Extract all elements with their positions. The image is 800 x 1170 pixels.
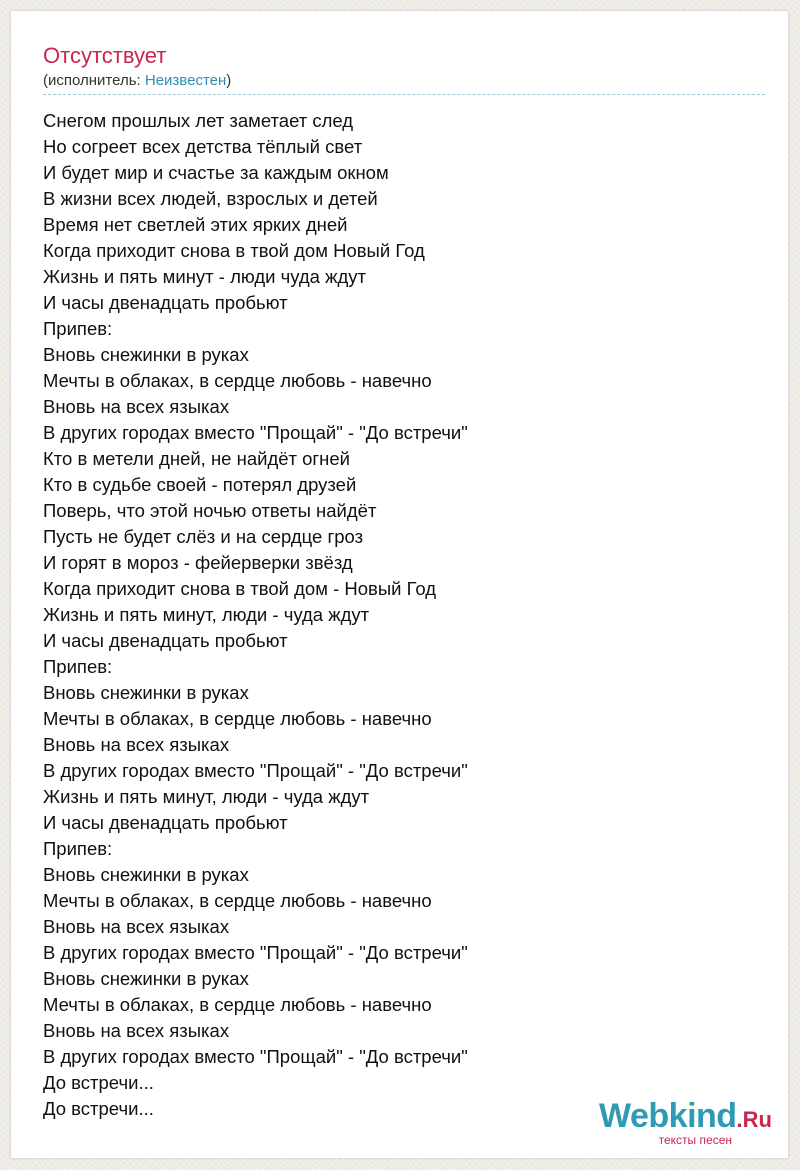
lyric-line: Вновь снежинки в руках [43, 682, 249, 703]
lyric-line: Мечты в облаках, в сердце любовь - навечно [43, 994, 432, 1015]
artist-link[interactable]: Неизвестен [144, 72, 227, 89]
lyrics-sheet [11, 11, 788, 1158]
lyric-line: Пусть не будет слёз и на сердце гроз [43, 526, 364, 547]
lyric-line: Мечты в облаках, в сердце любовь - навечно [43, 370, 432, 391]
lyric-line: В других городах вместо "Прощай" - "До встречи" [43, 422, 468, 443]
lyric-line: Вновь снежинки в руках [43, 864, 249, 885]
lyric-line: Вновь на всех языках [43, 396, 230, 417]
site-logo[interactable] [599, 1099, 772, 1146]
lyric-line: Мечты в облаках, в сердце любовь - навечно [43, 890, 432, 911]
artist-close-paren: ) [226, 72, 232, 89]
lyrics-text [43, 108, 468, 1122]
lyric-line: Вновь на всех языках [43, 734, 230, 755]
lyric-line: Но согреет всех детства тёплый свет [43, 136, 363, 157]
lyric-line: Вновь на всех языках [43, 1020, 230, 1041]
lyric-line: Жизнь и пять минут - люди чуда ждут [43, 266, 367, 287]
lyric-line: В других городах вместо "Прощай" - "До встречи" [43, 1046, 468, 1067]
lyric-line: Вновь на всех языках [43, 916, 230, 937]
lyric-line: И часы двенадцать пробьют [43, 292, 288, 313]
logo-wordmark [599, 1099, 772, 1137]
lyric-line: Мечты в облаках, в сердце любовь - навечно [43, 708, 432, 729]
logo-name: Webkind [599, 1097, 737, 1135]
logo-tagline: тексты песен [658, 1133, 732, 1147]
dashed-divider [43, 94, 765, 95]
lyric-line: Вновь снежинки в руках [43, 968, 249, 989]
lyric-line: Когда приходит снова в твой дом - Новый Год [43, 578, 437, 599]
lyric-line: В жизни всех людей, взрослых и детей [43, 188, 378, 209]
lyric-line: Кто в метели дней, не найдёт огней [43, 448, 351, 469]
artist-label: (исполнитель: [43, 72, 145, 89]
lyric-line: Время нет светлей этих ярких дней [43, 214, 348, 235]
lyric-line: До встречи... [43, 1072, 154, 1093]
lyric-line: Когда приходит снова в твой дом Новый Год [43, 240, 425, 261]
lyric-line: Жизнь и пять минут, люди - чуда ждут [43, 604, 370, 625]
lyric-line: До встречи... [43, 1098, 154, 1119]
lyric-line: И часы двенадцать пробьют [43, 812, 288, 833]
lyric-line: Кто в судьбе своей - потерял друзей [43, 474, 357, 495]
artist-line [43, 72, 231, 90]
lyric-line: Жизнь и пять минут, люди - чуда ждут [43, 786, 370, 807]
lyric-line: Припев: [43, 318, 113, 339]
lyric-line: Поверь, что этой ночью ответы найдёт [43, 500, 377, 521]
lyric-line: В других городах вместо "Прощай" - "До встречи" [43, 760, 468, 781]
lyric-line: Вновь снежинки в руках [43, 344, 249, 365]
logo-tld: .Ru [736, 1107, 772, 1132]
lyric-line: Припев: [43, 656, 113, 677]
lyric-line: И будет мир и счастье за каждым окном [43, 162, 389, 183]
lyric-line: Снегом прошлых лет заметает след [43, 110, 354, 131]
lyric-line: В других городах вместо "Прощай" - "До встречи" [43, 942, 468, 963]
lyric-line: И горят в мороз - фейерверки звёзд [43, 552, 353, 573]
lyric-line: Припев: [43, 838, 113, 859]
song-title: Отсутствует [43, 43, 167, 68]
lyric-line: И часы двенадцать пробьют [43, 630, 288, 651]
